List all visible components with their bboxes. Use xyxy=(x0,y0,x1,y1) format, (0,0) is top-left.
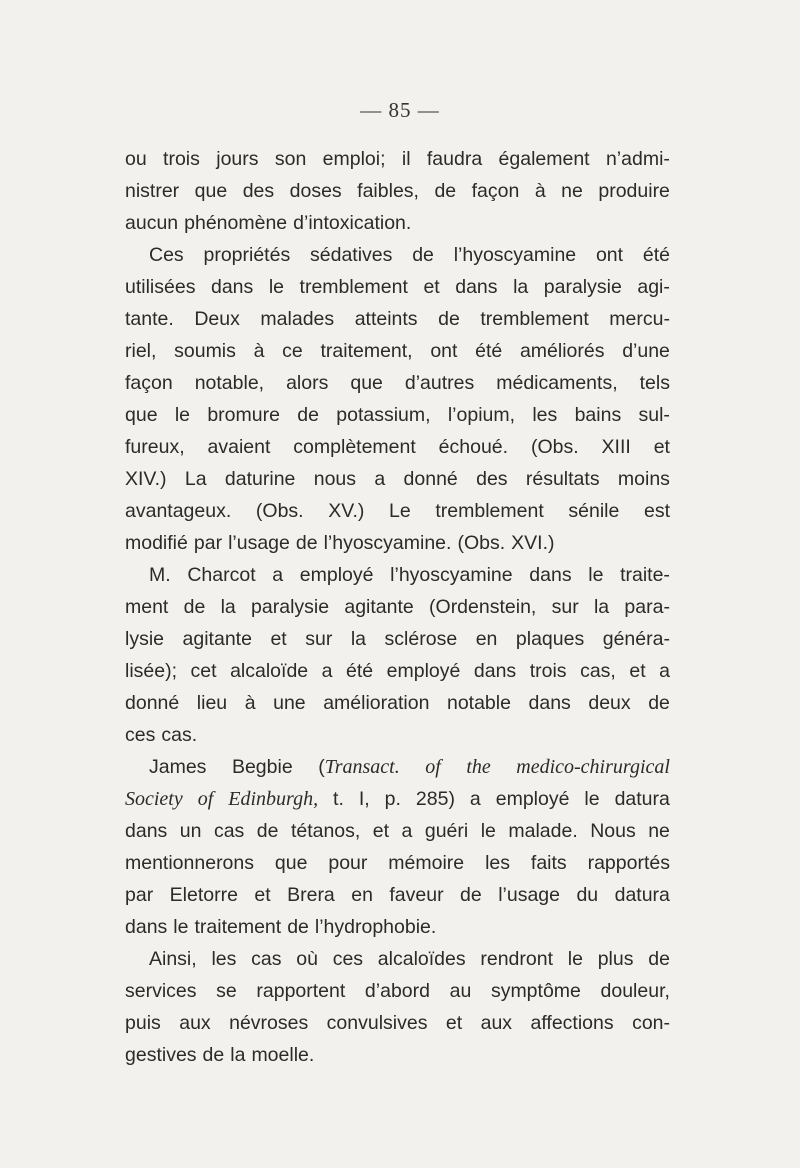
paragraph xyxy=(125,239,670,559)
text-line: gestives de la moelle. xyxy=(125,1044,315,1066)
text-line: dans un cas de tétanos, et a guéri le malade. Nous ne xyxy=(125,820,670,842)
body-text xyxy=(125,143,670,1071)
paragraph xyxy=(125,143,670,239)
text-line: Ces propriétés sédatives de l’hyoscyamine ont été xyxy=(149,244,670,266)
text-line: riel, soumis à ce traitement, ont été améliorés d’une xyxy=(125,340,670,362)
text-line: James Begbie (Transact. of the medico-chirurgical xyxy=(149,756,670,778)
paragraph xyxy=(125,751,670,943)
text-line: modifié par l’usage de l’hyoscyamine. (Obs. XVI.) xyxy=(125,532,555,554)
text-line: aucun phénomène d’intoxication. xyxy=(125,212,412,234)
text-line: lysie agitante et sur la sclérose en plaques généra- xyxy=(125,628,670,650)
paragraph xyxy=(125,943,670,1071)
text-line: Ainsi, les cas où ces alcaloïdes rendront le plus de xyxy=(149,948,670,970)
text-line: ment de la paralysie agitante (Ordenstein, sur la para- xyxy=(125,596,670,618)
text-line: XIV.) La daturine nous a donné des résultats moins xyxy=(125,468,670,490)
text-line: mentionnerons que pour mémoire les faits rapportés xyxy=(125,852,670,874)
text-line: utilisées dans le tremblement et dans la paralysie agi- xyxy=(125,276,670,298)
text-line: Society of Edinburgh, t. I, p. 285) a employé le datura xyxy=(125,788,670,810)
text-line: dans le traitement de l’hydrophobie. xyxy=(125,916,437,938)
text-line: donné lieu à une amélioration notable dans deux de xyxy=(125,692,670,714)
text-line: ces cas. xyxy=(125,724,198,746)
page-number: — 85 — xyxy=(360,98,440,122)
text-line: avantageux. (Obs. XV.) Le tremblement sénile est xyxy=(125,500,670,522)
text-line: ou trois jours son emploi; il faudra également n’admi- xyxy=(125,148,670,170)
text-line: tante. Deux malades atteints de tremblement mercu- xyxy=(125,308,670,330)
text-line: façon notable, alors que d’autres médicaments, tels xyxy=(125,372,670,394)
text-line: par Eletorre et Brera en faveur de l’usage du datura xyxy=(125,884,670,906)
text-line: M. Charcot a employé l’hyoscyamine dans le traite- xyxy=(149,564,670,586)
text-line: fureux, avaient complètement échoué. (Obs. XIII et xyxy=(125,436,670,458)
text-line: que le bromure de potassium, l’opium, les bains sul- xyxy=(125,404,670,426)
text-line: puis aux névroses convulsives et aux affections con- xyxy=(125,1012,670,1034)
paragraph xyxy=(125,559,670,751)
text-line: services se rapportent d’abord au symptôme douleur, xyxy=(125,980,670,1002)
text-line: lisée); cet alcaloïde a été employé dans trois cas, et a xyxy=(125,660,670,682)
text-line: nistrer que des doses faibles, de façon à ne produire xyxy=(125,180,670,202)
